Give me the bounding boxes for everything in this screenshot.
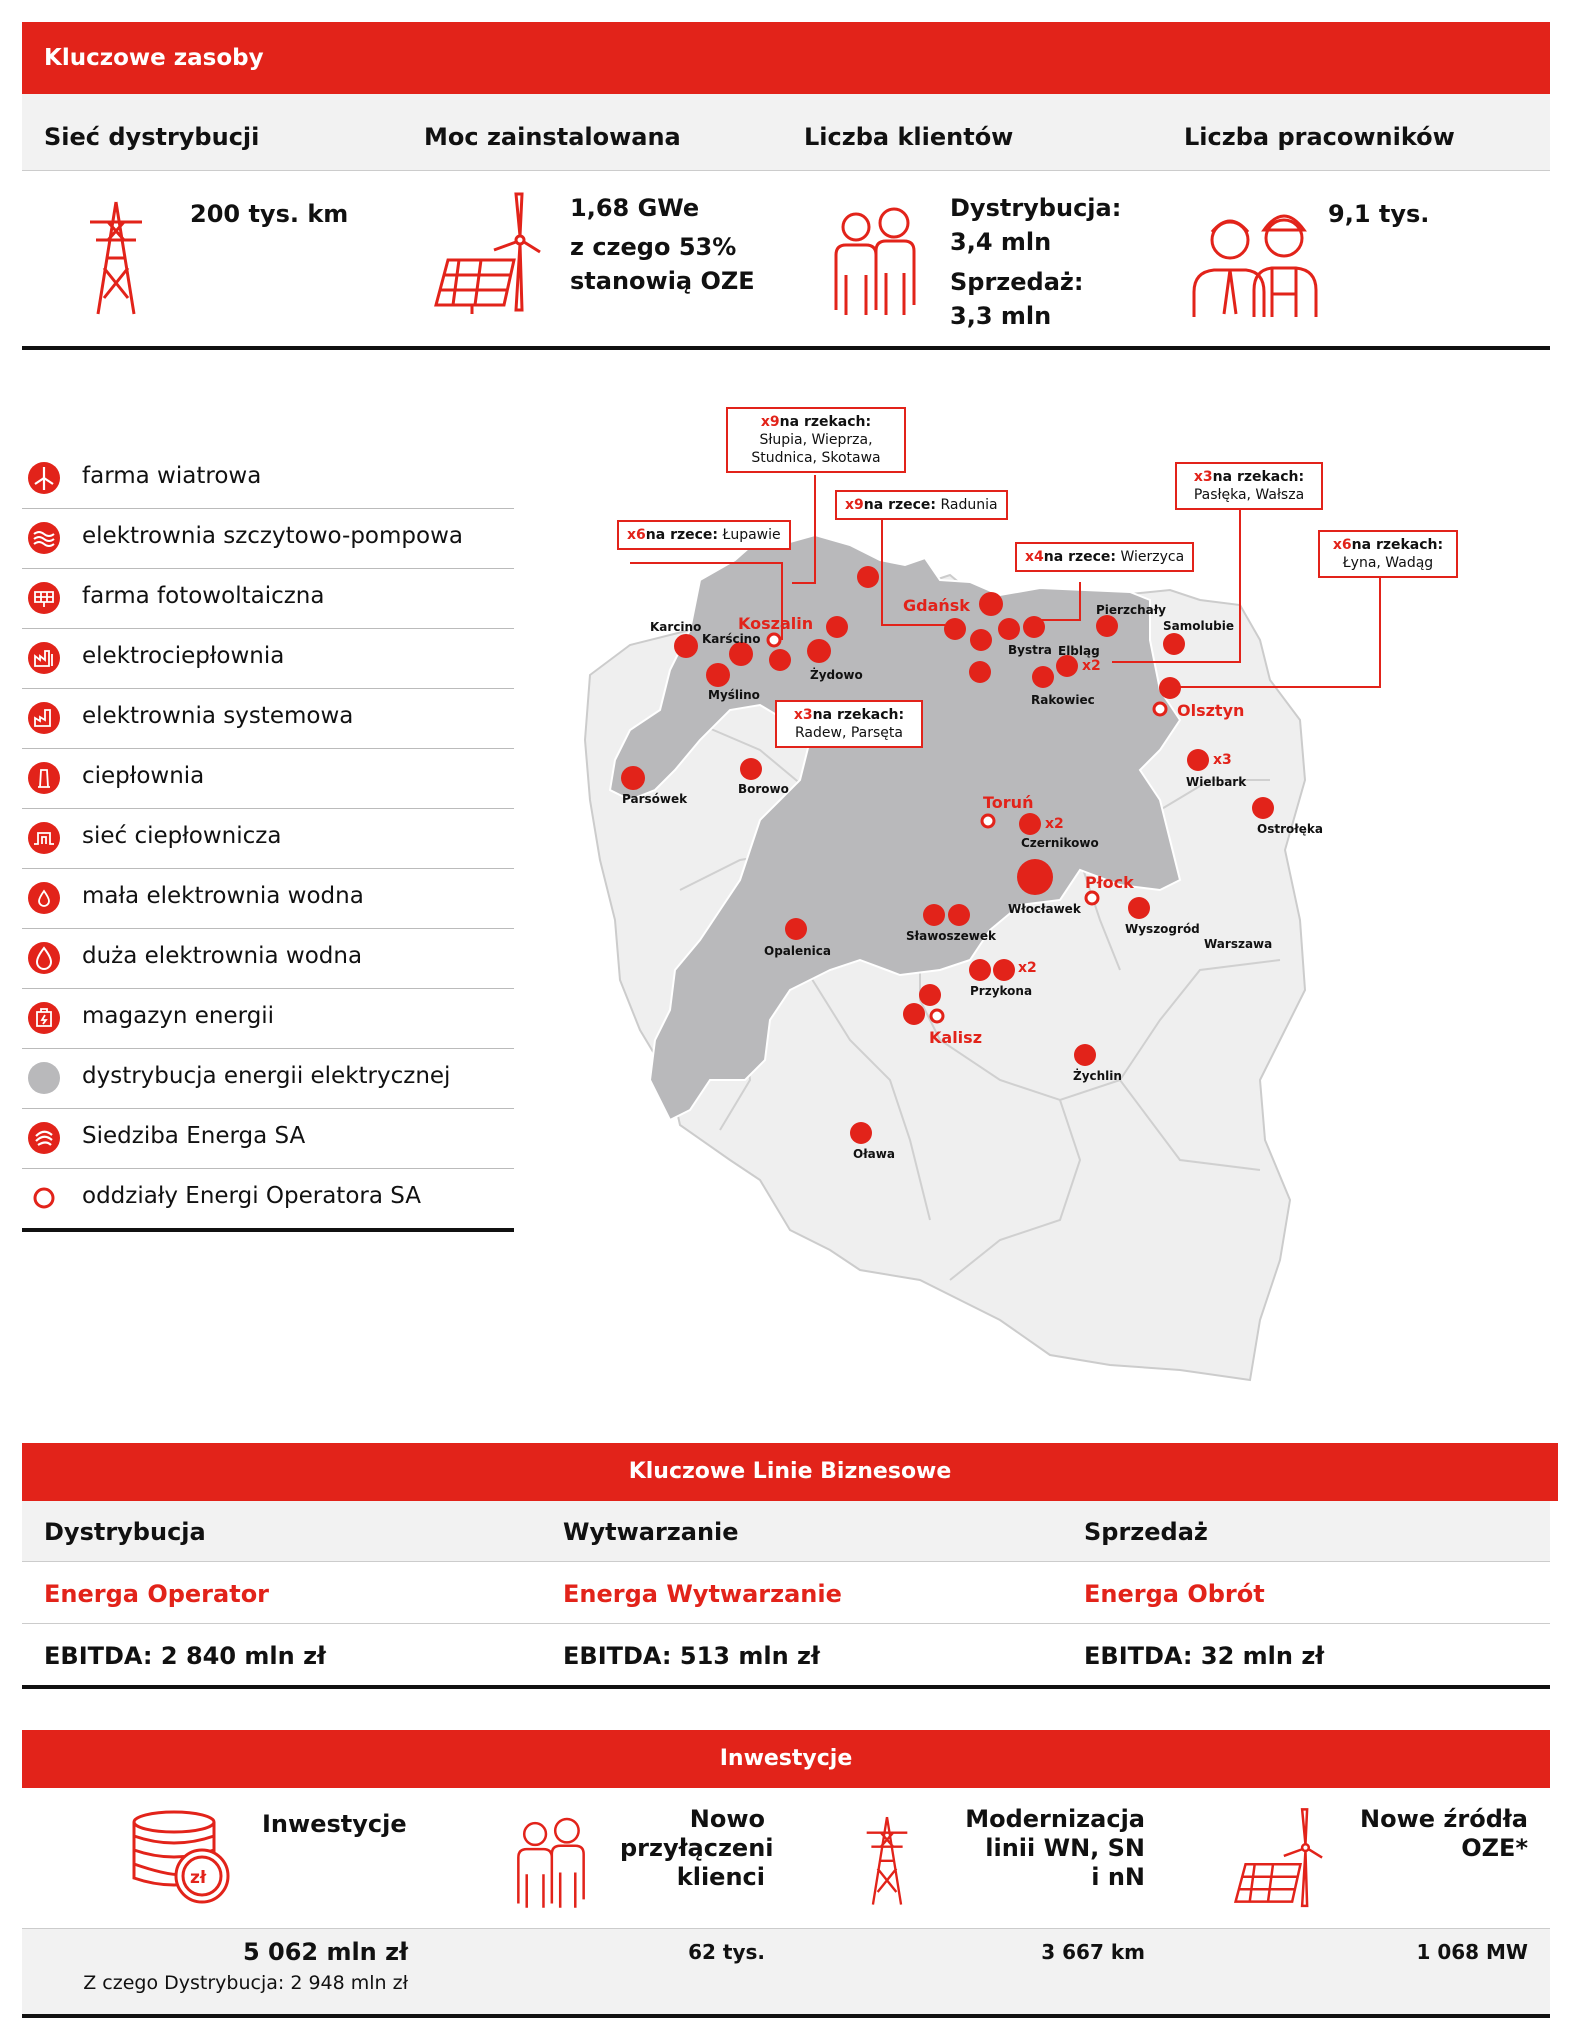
solar-marker — [1163, 633, 1185, 655]
legend-label: sieć ciepłownicza — [82, 823, 282, 849]
callout-line: Słupia, Wieprza, — [759, 432, 873, 448]
inv-value-1-sub: Z czego Dystrybucja: 2 948 mln zł — [83, 1972, 408, 1994]
city-label: Opalenica — [764, 944, 832, 958]
inv-header-4-l2: OZE* — [1461, 1834, 1528, 1862]
power-line-3: stanowią OZE — [570, 267, 755, 295]
legend-label: dystrybucja energii elektrycznej — [82, 1063, 451, 1089]
inv-header-2 — [620, 1805, 774, 1892]
callout-count: x9 — [760, 414, 780, 430]
inv-header-3-l2: linii WN, SN — [985, 1834, 1145, 1862]
callout-title: na rzekach: — [1212, 469, 1305, 485]
clients-sales-label: Sprzedaż: — [950, 268, 1084, 296]
legend-label: elektrociepłownia — [82, 643, 285, 669]
clients-dist-label: Dystrybucja: — [950, 194, 1122, 222]
linie-title: Kluczowe Linie Biznesowe — [628, 1459, 952, 1484]
legend-label: duża elektrownia wodna — [82, 943, 363, 969]
city-label: Oława — [853, 1147, 895, 1161]
heating-marker — [903, 1003, 925, 1025]
solar-marker — [970, 629, 992, 651]
energa-hq-marker — [979, 592, 1003, 616]
company-name: Energa Wytwarzanie — [563, 1580, 842, 1608]
city-label: Koszalin — [738, 614, 814, 633]
hydro-marker — [769, 649, 791, 671]
branch-marker — [1086, 892, 1098, 904]
city-label: Żychlin — [1073, 1069, 1122, 1083]
legend-label: magazyn energii — [82, 1003, 275, 1029]
callout-title: na rzekach: — [779, 414, 872, 430]
legend-label: oddziały Energi Operatora SA — [82, 1183, 422, 1209]
solar-marker — [993, 959, 1015, 981]
city-label: Wielbark — [1186, 775, 1247, 789]
callout-title: na rzekach: — [1351, 537, 1444, 553]
city-label: Kalisz — [929, 1028, 982, 1047]
wind-marker — [674, 634, 698, 658]
city-label: Borowo — [738, 782, 789, 796]
heating-marker — [1252, 797, 1274, 819]
inv-header-3-l1: Modernizacja — [965, 1805, 1145, 1833]
renewables-icon — [1232, 1806, 1324, 1910]
city-label: Czernikowo — [1021, 836, 1099, 850]
city-label: Rakowiec — [1031, 693, 1095, 707]
legend-label: mała elektrownia wodna — [82, 883, 364, 909]
inv-header-4-l1: Nowe źródła — [1360, 1805, 1528, 1833]
hydro-marker — [1032, 666, 1054, 688]
city-label: Karścino — [702, 632, 761, 646]
city-label: Przykona — [970, 984, 1033, 998]
callout-count: x9 — [845, 497, 864, 513]
callout-count: x3 — [793, 707, 813, 723]
solar-marker — [1096, 615, 1118, 637]
callout-title: na rzece: — [863, 497, 937, 513]
large-hydro-marker — [1017, 859, 1053, 895]
inv-header-2-l3: klienci — [676, 1863, 765, 1891]
new-clients-icon — [515, 1815, 587, 1910]
header-employees: Liczba pracowników — [1184, 123, 1455, 151]
callout-title: na rzece: — [1043, 549, 1117, 565]
inv-value-1: 5 062 mln zł — [242, 1938, 408, 1966]
city-label: Żydowo — [810, 668, 863, 682]
legend-label: farma wiatrowa — [82, 463, 262, 489]
storage-marker — [1023, 616, 1045, 638]
city-label: Bystra — [1008, 643, 1052, 657]
pumped-marker — [807, 639, 831, 663]
branch-marker — [768, 634, 780, 646]
city-label: Olsztyn — [1177, 701, 1245, 720]
hydro-marker — [944, 618, 966, 640]
callout-line: Łupawie — [722, 527, 781, 543]
wind-marker — [998, 618, 1020, 640]
legend-label: ciepłownia — [82, 763, 205, 789]
city-label: x2 — [1018, 960, 1037, 976]
legend-label: farma fotowoltaiczna — [82, 583, 325, 609]
inv-header-1: Inwestycje — [262, 1810, 407, 1838]
inv-value-2: 62 tys. — [688, 1940, 765, 1964]
city-label: Płock — [1085, 873, 1134, 892]
callout-line: Radew, Parsęta — [795, 725, 903, 741]
linie-title-bar — [22, 1443, 1558, 1501]
linie-header-row — [22, 1501, 1550, 1561]
callout-title: na rzece: — [645, 527, 719, 543]
city-label: Toruń — [983, 793, 1034, 812]
hydro-marker — [969, 661, 991, 683]
ebitda-value: EBITDA: 2 840 mln zł — [44, 1642, 326, 1670]
city-label: x2 — [1045, 816, 1064, 832]
wind-marker — [969, 959, 991, 981]
callout-title: na rzekach: — [812, 707, 905, 723]
city-label: x2 — [1082, 658, 1101, 674]
solar-marker — [948, 904, 970, 926]
svg-text:zł: zł — [190, 1868, 207, 1888]
zasoby-title: Kluczowe zasoby — [44, 45, 264, 71]
city-label: Karcino — [650, 620, 702, 634]
heating-marker — [1128, 897, 1150, 919]
legend-label: elektrownia systemowa — [82, 703, 354, 729]
hydro-marker — [850, 1122, 872, 1144]
city-label: Myślino — [708, 688, 760, 702]
linie-header: Dystrybucja — [44, 1518, 206, 1546]
city-label: Gdańsk — [903, 596, 970, 615]
city-label: Warszawa — [1204, 937, 1273, 951]
solar-marker — [1056, 655, 1078, 677]
callout-count: x4 — [1025, 549, 1044, 565]
network-value: 200 tys. km — [190, 200, 349, 228]
pylon-icon — [862, 1812, 912, 1908]
company-name: Energa Operator — [44, 1580, 270, 1608]
hydro-marker — [826, 616, 848, 638]
linie-header: Sprzedaż — [1084, 1518, 1208, 1546]
solar-marker — [1187, 749, 1209, 771]
header-network: Sieć dystrybucji — [44, 123, 260, 151]
inv-value-4: 1 068 MW — [1416, 1940, 1528, 1964]
city-label: Parsówek — [622, 792, 688, 806]
company-name: Energa Obrót — [1084, 1580, 1265, 1608]
inv-header-2-l1: Nowo — [689, 1805, 765, 1833]
branch-marker — [931, 1010, 943, 1022]
header-power: Moc zainstalowana — [424, 123, 681, 151]
city-label: Ostrołęka — [1257, 822, 1323, 836]
header-clients: Liczba klientów — [804, 123, 1014, 151]
inv-header-3 — [940, 1805, 1145, 1892]
power-line-1: 1,68 GWe — [570, 194, 700, 222]
city-label: Wyszogród — [1125, 922, 1200, 936]
city-label: Włocławek — [1008, 902, 1081, 916]
callout-count: x6 — [1332, 537, 1352, 553]
ebitda-value: EBITDA: 513 mln zł — [563, 1642, 820, 1670]
linie-header: Wytwarzanie — [563, 1518, 739, 1546]
callout-count: x6 — [627, 527, 646, 543]
inv-header-3-l3: i nN — [1091, 1863, 1145, 1891]
city-label: x3 — [1213, 752, 1232, 768]
inwestycje-title: Inwestycje — [719, 1746, 853, 1771]
inwestycje-title-bar — [22, 1730, 1550, 1788]
chp-marker — [919, 984, 941, 1006]
wind-marker — [706, 663, 730, 687]
callout-line: Łyna, Wadąg — [1342, 555, 1434, 571]
hydro-marker — [1159, 677, 1181, 699]
branch-marker — [982, 815, 994, 827]
employees-value: 9,1 tys. — [1328, 200, 1430, 228]
callout-count: x3 — [1193, 469, 1213, 485]
inv-value-3: 3 667 km — [1041, 1940, 1145, 1964]
clients-dist-value: 3,4 mln — [950, 228, 1052, 256]
inv-header-2-l2: przyłączeni — [620, 1834, 774, 1862]
city-label: Sławoszewek — [906, 929, 996, 943]
legend-label: Siedziba Energa SA — [82, 1123, 306, 1149]
power-plant-marker — [1074, 1044, 1096, 1066]
city-label: Elbląg — [1058, 644, 1100, 658]
solar-marker — [1019, 813, 1041, 835]
legend-label: elektrownia szczytowo-pompowa — [82, 523, 463, 549]
solar-marker — [785, 918, 807, 940]
branch-marker — [1154, 703, 1166, 715]
ebitda-value: EBITDA: 32 mln zł — [1084, 1642, 1325, 1670]
wind-marker — [923, 904, 945, 926]
callout-line: Studnica, Skotawa — [751, 450, 881, 466]
wind-marker — [621, 766, 645, 790]
city-label: Pierzchały — [1096, 603, 1166, 617]
hydro-marker — [740, 758, 762, 780]
clients-sales-value: 3,3 mln — [950, 302, 1052, 330]
hydro-marker — [857, 566, 879, 588]
inv-header-4 — [1340, 1805, 1528, 1863]
coins-icon — [130, 1808, 234, 1906]
power-line-2: z czego 53% — [570, 233, 737, 261]
callout-line: Wierzyca — [1120, 549, 1185, 565]
city-label: Samolubie — [1163, 619, 1234, 633]
callout-line: Pasłęka, Wałsza — [1193, 487, 1305, 503]
callout-line: Radunia — [940, 497, 998, 513]
